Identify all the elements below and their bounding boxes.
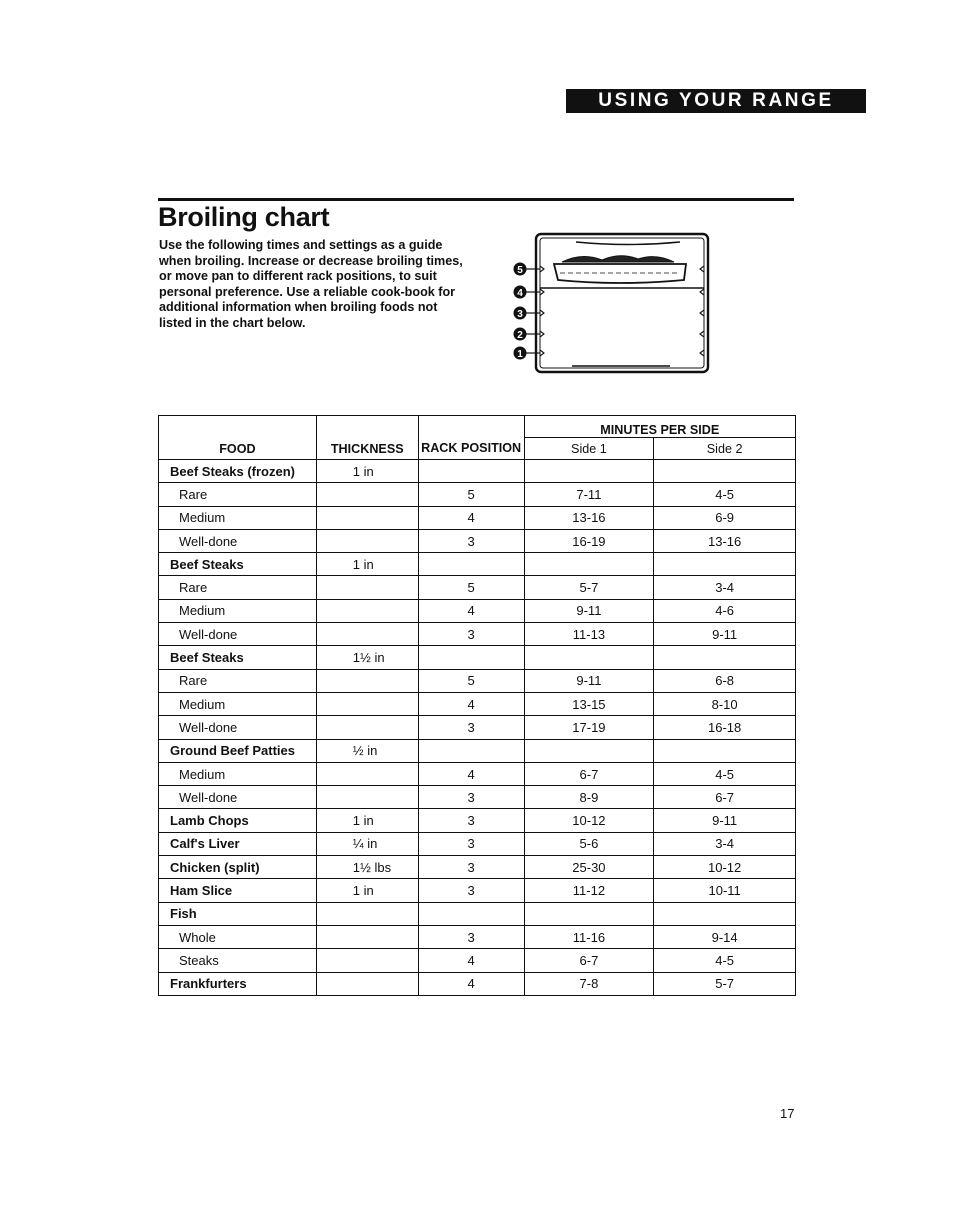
side-1-cell bbox=[524, 739, 654, 762]
thickness-cell bbox=[316, 599, 418, 622]
table-row bbox=[159, 460, 796, 483]
rack-position-cell: 4 bbox=[418, 949, 524, 972]
thickness-cell bbox=[316, 669, 418, 692]
table-row bbox=[159, 506, 796, 529]
side-2-cell: 10-11 bbox=[654, 879, 796, 902]
svg-text:4: 4 bbox=[517, 288, 523, 299]
side-1-cell: 6-7 bbox=[524, 949, 654, 972]
side-2-cell: 9-11 bbox=[654, 623, 796, 646]
rack-position-cell: 4 bbox=[418, 692, 524, 715]
side-2-cell: 9-14 bbox=[654, 925, 796, 948]
thickness-cell bbox=[316, 762, 418, 785]
rack-position-cell: 3 bbox=[418, 879, 524, 902]
thickness-cell bbox=[316, 786, 418, 809]
svg-text:5: 5 bbox=[517, 265, 523, 276]
thickness-cell: 1 in bbox=[316, 809, 418, 832]
table-row bbox=[159, 879, 796, 902]
table-row bbox=[159, 716, 796, 739]
rack-position-cell bbox=[418, 553, 524, 576]
side-2-cell bbox=[654, 739, 796, 762]
rack-position-cell: 4 bbox=[418, 599, 524, 622]
side-2-cell: 16-18 bbox=[654, 716, 796, 739]
thickness-cell: ¼ in bbox=[316, 832, 418, 855]
table-row bbox=[159, 762, 796, 785]
header-side-1: Side 1 bbox=[524, 438, 654, 460]
page-title: Broiling chart bbox=[158, 202, 330, 232]
table-row bbox=[159, 692, 796, 715]
food-cell: Ham Slice bbox=[159, 879, 317, 902]
thickness-cell bbox=[316, 576, 418, 599]
rack-position-cell: 3 bbox=[418, 832, 524, 855]
table-row bbox=[159, 902, 796, 925]
food-cell: Whole bbox=[159, 925, 317, 948]
rack-position-cell: 3 bbox=[418, 716, 524, 739]
table-row bbox=[159, 925, 796, 948]
rack-position-cell bbox=[418, 460, 524, 483]
broiling-chart-table bbox=[158, 415, 796, 996]
food-on-pan bbox=[562, 256, 674, 262]
rack-position-cell: 5 bbox=[418, 483, 524, 506]
thickness-cell: 1½ in bbox=[316, 646, 418, 669]
food-cell: Beef Steaks bbox=[159, 646, 317, 669]
rack-position-cell bbox=[418, 646, 524, 669]
thickness-cell: 1 in bbox=[316, 553, 418, 576]
food-cell: Calf's Liver bbox=[159, 832, 317, 855]
table-row bbox=[159, 832, 796, 855]
side-2-cell: 3-4 bbox=[654, 576, 796, 599]
thickness-cell bbox=[316, 529, 418, 552]
thickness-cell bbox=[316, 949, 418, 972]
svg-text:1: 1 bbox=[517, 349, 523, 360]
side-1-cell: 25-30 bbox=[524, 856, 654, 879]
food-cell: Well-done bbox=[159, 623, 317, 646]
rack-position-cell: 4 bbox=[418, 506, 524, 529]
food-cell: Beef Steaks (frozen) bbox=[159, 460, 317, 483]
title-rule bbox=[158, 198, 794, 201]
svg-text:2: 2 bbox=[517, 330, 523, 341]
side-2-cell: 13-16 bbox=[654, 529, 796, 552]
table-row bbox=[159, 669, 796, 692]
rack-position-cell: 4 bbox=[418, 762, 524, 785]
table-row bbox=[159, 623, 796, 646]
side-2-cell bbox=[654, 646, 796, 669]
table-row bbox=[159, 529, 796, 552]
side-1-cell: 13-15 bbox=[524, 692, 654, 715]
thickness-cell: ½ in bbox=[316, 739, 418, 762]
side-1-cell bbox=[524, 646, 654, 669]
header-rack-position: RACK POSITION bbox=[418, 416, 524, 460]
side-1-cell: 16-19 bbox=[524, 529, 654, 552]
food-cell: Chicken (split) bbox=[159, 856, 317, 879]
table-row bbox=[159, 949, 796, 972]
side-2-cell: 5-7 bbox=[654, 972, 796, 995]
food-cell: Medium bbox=[159, 762, 317, 785]
header-thickness: THICKNESS bbox=[316, 416, 418, 460]
side-2-cell bbox=[654, 553, 796, 576]
chart-body bbox=[159, 460, 796, 996]
side-1-cell bbox=[524, 553, 654, 576]
side-2-cell: 9-11 bbox=[654, 809, 796, 832]
table-row bbox=[159, 483, 796, 506]
side-2-cell bbox=[654, 460, 796, 483]
side-1-cell: 5-6 bbox=[524, 832, 654, 855]
thickness-cell bbox=[316, 972, 418, 995]
table-row bbox=[159, 599, 796, 622]
thickness-cell: 1 in bbox=[316, 879, 418, 902]
food-cell: Medium bbox=[159, 692, 317, 715]
food-cell: Frankfurters bbox=[159, 972, 317, 995]
header-side-2: Side 2 bbox=[654, 438, 796, 460]
thickness-cell bbox=[316, 925, 418, 948]
table-row bbox=[159, 553, 796, 576]
broiler-pan bbox=[554, 264, 686, 283]
side-2-cell: 4-5 bbox=[654, 762, 796, 785]
side-1-cell: 9-11 bbox=[524, 669, 654, 692]
side-2-cell: 6-7 bbox=[654, 786, 796, 809]
thickness-cell: 1½ lbs bbox=[316, 856, 418, 879]
svg-text:3: 3 bbox=[517, 309, 523, 320]
rack-position-cell: 3 bbox=[418, 786, 524, 809]
rack-position-cell: 5 bbox=[418, 669, 524, 692]
oven-rack-diagram bbox=[508, 232, 714, 376]
rack-position-cell: 3 bbox=[418, 856, 524, 879]
table-row bbox=[159, 856, 796, 879]
thickness-cell bbox=[316, 716, 418, 739]
header-minutes-per-side: MINUTES PER SIDE bbox=[524, 416, 795, 438]
food-cell: Medium bbox=[159, 599, 317, 622]
food-cell: Well-done bbox=[159, 529, 317, 552]
side-1-cell: 8-9 bbox=[524, 786, 654, 809]
thickness-cell bbox=[316, 623, 418, 646]
food-cell: Rare bbox=[159, 483, 317, 506]
rack-position-cell: 3 bbox=[418, 925, 524, 948]
side-2-cell bbox=[654, 902, 796, 925]
side-1-cell: 6-7 bbox=[524, 762, 654, 785]
rack-position-cell bbox=[418, 739, 524, 762]
side-1-cell: 7-8 bbox=[524, 972, 654, 995]
rack-position-cell: 3 bbox=[418, 809, 524, 832]
thickness-cell bbox=[316, 902, 418, 925]
side-1-cell: 11-13 bbox=[524, 623, 654, 646]
thickness-cell bbox=[316, 692, 418, 715]
food-cell: Well-done bbox=[159, 786, 317, 809]
food-cell: Beef Steaks bbox=[159, 553, 317, 576]
food-cell: Medium bbox=[159, 506, 317, 529]
side-2-cell: 8-10 bbox=[654, 692, 796, 715]
thickness-cell bbox=[316, 506, 418, 529]
rack-position-cell: 3 bbox=[418, 529, 524, 552]
side-1-cell: 11-16 bbox=[524, 925, 654, 948]
side-1-cell: 17-19 bbox=[524, 716, 654, 739]
food-cell: Steaks bbox=[159, 949, 317, 972]
side-1-cell bbox=[524, 460, 654, 483]
food-cell: Rare bbox=[159, 576, 317, 599]
table-row bbox=[159, 646, 796, 669]
page-number: 17 bbox=[780, 1106, 795, 1121]
side-1-cell: 11-12 bbox=[524, 879, 654, 902]
header-food: FOOD bbox=[159, 416, 317, 460]
side-2-cell: 4-6 bbox=[654, 599, 796, 622]
thickness-cell: 1 in bbox=[316, 460, 418, 483]
table-row bbox=[159, 576, 796, 599]
rack-position-cell bbox=[418, 902, 524, 925]
side-1-cell: 5-7 bbox=[524, 576, 654, 599]
side-1-cell: 13-16 bbox=[524, 506, 654, 529]
intro-text: Use the following times and settings as a guide when broiling. Increase or decrease broiling times, or move pan to different rack positions, to suit personal preference. Use a reliable cook-book for additional information when broiling foods not listed in the chart below. bbox=[159, 238, 463, 330]
side-2-cell: 4-5 bbox=[654, 483, 796, 506]
food-cell: Lamb Chops bbox=[159, 809, 317, 832]
table-row bbox=[159, 739, 796, 762]
side-2-cell: 4-5 bbox=[654, 949, 796, 972]
side-2-cell: 6-9 bbox=[654, 506, 796, 529]
section-banner: USING YOUR RANGE bbox=[566, 89, 866, 113]
side-1-cell: 10-12 bbox=[524, 809, 654, 832]
table-row bbox=[159, 972, 796, 995]
food-cell: Rare bbox=[159, 669, 317, 692]
side-1-cell: 7-11 bbox=[524, 483, 654, 506]
thickness-cell bbox=[316, 483, 418, 506]
table-row bbox=[159, 809, 796, 832]
side-2-cell: 6-8 bbox=[654, 669, 796, 692]
side-1-cell bbox=[524, 902, 654, 925]
rack-position-cell: 3 bbox=[418, 623, 524, 646]
rack-position-cell: 4 bbox=[418, 972, 524, 995]
food-cell: Ground Beef Patties bbox=[159, 739, 317, 762]
side-1-cell: 9-11 bbox=[524, 599, 654, 622]
food-cell: Well-done bbox=[159, 716, 317, 739]
rack-position-cell: 5 bbox=[418, 576, 524, 599]
table-row bbox=[159, 786, 796, 809]
food-cell: Fish bbox=[159, 902, 317, 925]
side-2-cell: 3-4 bbox=[654, 832, 796, 855]
side-2-cell: 10-12 bbox=[654, 856, 796, 879]
oven-cavity bbox=[536, 234, 708, 372]
